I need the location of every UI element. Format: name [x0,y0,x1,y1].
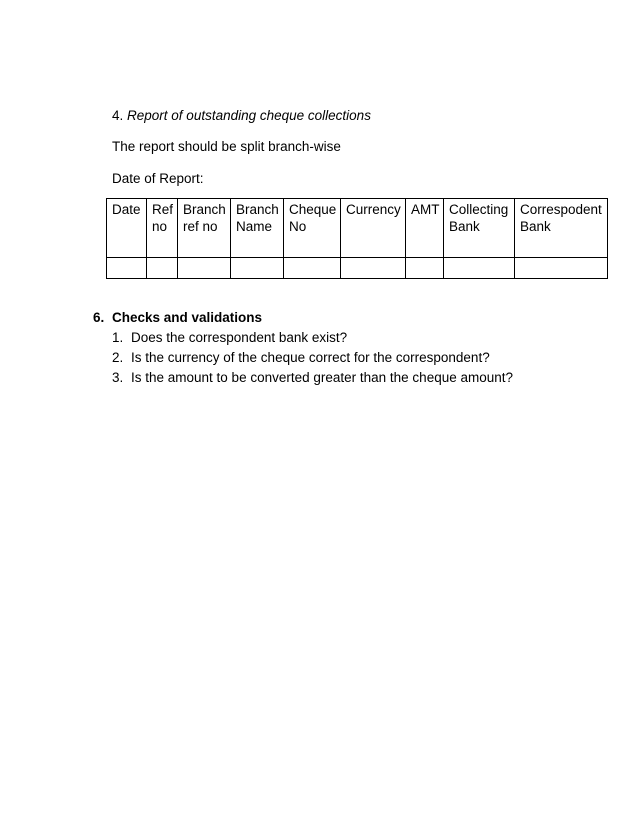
section-6-title: Checks and validations [112,310,263,325]
section-4-number: 4. [112,108,124,123]
table-cell [231,258,284,279]
table-cell [107,258,147,279]
date-of-report-label: Date of Report: [112,171,204,186]
split-note: The report should be split branch-wise [112,139,341,154]
checks-list [112,330,513,390]
table-header-row [107,199,608,258]
header-cell-branch-ref-no: Branch ref no [178,199,231,258]
header-cell-ref-no: Ref no [147,199,178,258]
list-item-text: Is the amount to be converted greater than the cheque amount? [131,370,514,385]
list-item [112,370,513,390]
table-cell [284,258,341,279]
list-item [112,330,513,350]
list-item-text: Does the correspondent bank exist? [131,330,348,345]
list-item [112,350,513,370]
outstanding-cheques-table [106,198,608,279]
table-cell [406,258,444,279]
section-6-number: 6. [93,310,105,325]
table-row [107,258,608,279]
header-cell-date: Date [107,199,147,258]
header-cell-cheque-no: Cheque No [284,199,341,258]
header-cell-currency: Currency [341,199,406,258]
list-item-text: Is the currency of the cheque correct for the correspondent? [131,350,490,365]
section-6-heading [93,310,262,326]
table-cell [341,258,406,279]
header-cell-amt: AMT [406,199,444,258]
table-cell [178,258,231,279]
section-4-title: Report of outstanding cheque collections [127,108,371,123]
section-4-heading [112,108,371,124]
list-item-number: 3. [112,370,124,385]
table-cell [147,258,178,279]
header-cell-branch-name: Branch Name [231,199,284,258]
header-cell-correspondent-bank: Correspodent Bank [515,199,608,258]
table-cell [444,258,515,279]
list-item-number: 1. [112,330,124,345]
table-cell [515,258,608,279]
list-item-number: 2. [112,350,124,365]
header-cell-collecting-bank: Collecting Bank [444,199,515,258]
